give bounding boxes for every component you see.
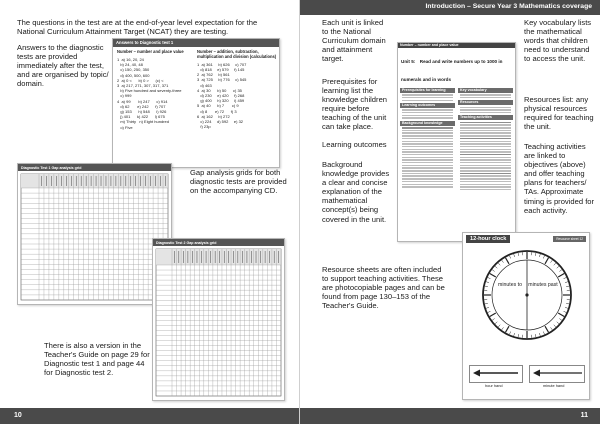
teaching-activities-note: Teaching activities are linked to objectives (above) and offer teaching plans for teachers/ TAs. Approximate timing is provided for each activity.: [524, 142, 595, 215]
clock-face: [481, 249, 573, 341]
answers-col1-row: j) 401 k) 422 l) 675: [117, 114, 165, 120]
clock-minutes-past-label: minutes past: [528, 282, 558, 288]
right-page-number: 11: [580, 412, 588, 419]
clock-sheet-thumbnail: [462, 232, 590, 400]
clock-minutes-to-label: minutes to: [498, 282, 522, 288]
answers-col2-list: [197, 62, 279, 130]
answers-col1-row: c) 999: [117, 93, 132, 99]
unit-page-thumbnail: [397, 42, 516, 242]
answers-col2-row: d) 230 e) 420 f) 268: [197, 93, 245, 99]
answers-note: Answers to the diagnostic tests are provided immediately after the test, and are organised by topic/ domain.: [17, 43, 109, 89]
answers-col2-row: g) 400 h) 320 i) 459: [197, 98, 245, 104]
unit-thumb-resources-heading: Resources: [458, 100, 513, 105]
answers-thumbnail-title: Answers to Diagnostic test 1: [113, 39, 279, 47]
clock-sheet-title: 12-hour clock: [466, 235, 510, 243]
answers-thumbnail: [112, 38, 280, 168]
unit-thumb-vocab-heading: Key vocabulary: [458, 88, 513, 93]
gap-note: Gap analysis grids for both diagnostic tests are provided on the accompanying CD.: [190, 168, 287, 196]
unit-linked-note: Each unit is linked to the National Curriculum domain and attainment target.: [322, 18, 386, 64]
answers-col2-heading: Number – addition, subtraction, multiplication and division (calculations): [197, 49, 277, 59]
unit-thumb-title: Read and write numbers up to 1000 in numerals and in words: [401, 59, 503, 82]
learning-outcomes-note: Learning outcomes: [322, 140, 387, 149]
answers-col2-row: 3 a) 725 b) 776 c) 545: [197, 77, 247, 83]
answers-col1-heading: Number – number and place value: [117, 49, 184, 54]
unit-thumb-background-heading: Background knowledge: [400, 121, 455, 126]
intro-text: The questions in the test are at the end-of-year level expectation for the National Curriculum Attainment Target (NCAT) they are testing.: [17, 18, 258, 37]
unit-thumb-prereq-heading: Prerequisites for learning: [400, 88, 455, 93]
minute-hand-label: minute hand: [543, 383, 565, 388]
answers-col2-row: c) 224 d) 592 e) 32: [197, 119, 244, 125]
hour-hand-cutout: [469, 365, 523, 383]
answers-col1-row: b) 24, 40, 48: [117, 62, 143, 68]
answers-col1-row: 2 a) 0 < b) 0 > (c) <: [117, 77, 164, 83]
unit-thumb-label: Unit 5:: [401, 59, 416, 64]
left-footer-bar: [0, 408, 299, 424]
answers-col1-row: g) 153 h) 548 i) 926: [117, 108, 167, 114]
minute-hand-cutout: [529, 365, 585, 383]
answers-col1-list: [117, 57, 191, 130]
key-vocab-note: Key vocabulary lists the mathematical words that children need to understand to access the unit.: [524, 18, 592, 64]
gap-grid-1-thumbnail: [17, 163, 172, 305]
gap-grid-1-title: Diagnostic Test 1 Gap analysis grid: [18, 164, 171, 171]
answers-col2-row: 2 a) 762 b) 561: [197, 72, 230, 78]
gap-grid-2-title: Diagnostic Test 2 Gap analysis grid: [153, 239, 284, 246]
answers-col2-row: d) 818 e) 579 f) 145: [197, 67, 245, 73]
answers-col1-row: m) Thirty n) Eight hundred: [117, 119, 169, 125]
left-page-number: 10: [14, 412, 22, 419]
answers-col1-row: o) Five: [117, 124, 133, 130]
gap-grid-2-table: [153, 247, 284, 400]
hour-hand-label: hour hand: [485, 383, 503, 388]
answers-col2-row: 6 a) 162 b) 272: [197, 113, 230, 119]
background-note: Background knowledge provides a clear and concise explanation of the mathematical concept(s) being covered in the unit.: [322, 160, 390, 224]
gutter-divider: [299, 0, 300, 424]
answers-col2-row: 5 a) 40 b) 7 c) 9: [197, 103, 239, 109]
answers-col2-row: 4 a) 30 b) 50 c) 35: [197, 87, 242, 93]
right-header-bar: [300, 0, 600, 15]
prerequisites-note: Prerequisites for learning list the knowledge children require before teaching of the unit can take place.: [322, 77, 388, 132]
gap-grid-2-thumbnail: [152, 238, 285, 401]
answers-col2-row: d) 8 e) 72 f) 3: [197, 108, 237, 114]
answers-col1-row: 3 a) 217, 271, 307, 317, 371: [117, 82, 169, 88]
answers-col2-row: d) 463: [197, 82, 212, 88]
unit-thumb-top-bar: Number – number and place value: [398, 43, 515, 48]
answers-col1-row: c) 150, 250, 350: [117, 67, 150, 73]
answers-col1-row: d) 62 e) 242 f) 707: [117, 103, 166, 109]
answers-col1-row: 4 a) 99 b) 247 c) 914: [117, 98, 168, 104]
resource-sheets-note: Resource sheets are often included to support teaching activities. These are photocopiable pages and can be found from page 130–153 of the Teacher's Guide.: [322, 265, 445, 311]
answers-col2-row: 1 a) 361 b) 626 c) 707: [197, 61, 247, 67]
answers-col1-row: 1 a) 16, 20, 24: [117, 56, 144, 62]
right-footer-bar: [300, 408, 600, 424]
right-header-title: Introduction – Secure Year 3 Mathematics coverage: [425, 3, 592, 10]
unit-thumb-teaching-heading: Teaching activities: [458, 115, 513, 120]
resources-note: Resources list: any physical resources required for teaching the unit.: [524, 95, 594, 132]
answers-col2-row: f) 23p: [197, 124, 211, 130]
answers-col1-row: b) Five hundred and seventy-three: [117, 88, 182, 94]
clock-sheet-tab: Resource sheet 12: [553, 236, 586, 242]
unit-thumb-outcomes-heading: Learning outcomes: [400, 103, 455, 108]
gap-grid-1-table: [18, 172, 171, 304]
version-note: There is also a version in the Teacher's Guide on page 29 for Diagnostic test 1 and page 44 for Diagnostic test 2.: [44, 341, 150, 378]
answers-col1-row: d) 400, 500, 600: [117, 72, 150, 78]
